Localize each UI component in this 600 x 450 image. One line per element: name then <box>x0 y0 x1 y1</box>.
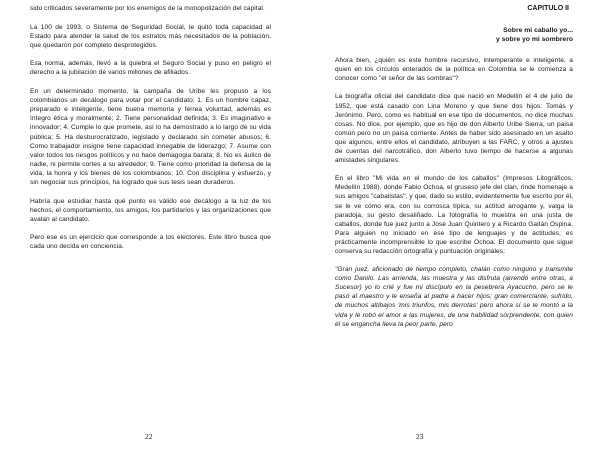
chapter-subtitle-line-1: Sobre mi caballo yo... <box>503 27 573 34</box>
left-paragraph-5: Habría que estudiar hasta qué punto es válido ese decálogo a la luz de los hechos, el comportamiento, los amigos, los partidarios y las organizaciones que avalan al candidato. <box>30 197 271 223</box>
left-paragraph-2: La 100 de 1993, o Sistema de Seguridad Social, le quitó toda capacidad al Estado para atender la salud de los estratos más necesitados de la población, que quedaron por completo desprotegidos. <box>30 23 271 49</box>
right-paragraph-2: La biografía oficial del candidato dice que nació en Medellín el 4 de julio de 1952, que está casado con Lina Moreno y que tiene dos hijos: Tomás y Jerónimo. Pero, como es habitual en ese tipo de documentos, no dice muchas cosas. No dice, por ejemplo, que es hijo de don Alberto Uribe Sierra, un paisa común pero no un paisa corriente. Antes de haber sido asesinado en un asalto que algunos, entre ellos el candidato, atribuyen a las FARC, y otros a ajustes de cuentas del narcotráfico, don Alberto tuvo tiempo de hacerse a algunas amistades singulares. <box>335 93 573 165</box>
page-number-left: 22 <box>145 432 153 441</box>
left-paragraph-3: Esa norma, además, llevó a la quiebra el Seguro Social y puso en peligro el derecho a la jubilación de varios millones de afiliados. <box>30 60 271 77</box>
quoted-passage: "Gran juez, aficionado de tiempo completo, chalán como ninguno y transmite como Danilo. Las arrienda, las muestra y las disfruta (arrendó entre otras, a Sucesor) yo lo crié y fue mi discípulo en la pesebrera Ayacucho, pero se le pasó al maestro y le enseña al padre a hacer hijos; gran comerciante, sufrido, de muchos altibajos 'mis triunfos, mis derrotas' pero ahora sí se le montó a la vida y le robó el amor a las mujeres, de una habilidad sorprendente, con quien él se engancha lleva la peor parte, pero <box>335 266 573 328</box>
left-paragraph-6: Pero ese es un ejercicio que corresponde a los electores. Este libro busca que cada uno decida en conciencia. <box>30 234 271 251</box>
right-page <box>300 0 600 450</box>
chapter-heading: CAPITULO II <box>527 5 569 12</box>
right-paragraph-1: Ahora bien, ¿quién es este hombre recursivo, intemperante e inteligente, a quien en los círculos enterados de la política en Colombia se le comienza a conocer como "el señor de las sombras"? <box>335 57 573 83</box>
chapter-subtitle-line-2: y sobre yo mi sombrero <box>495 35 573 43</box>
right-paragraph-3: En el libro "Mi vida en el mundo de los caballos" (Impresos Litográficos, Medellín 1988), donde Fabio Ochoa, el gruseso jefe del clan, rinde homenaje a sus amigos "cabalistas", y que, dado su estilo, evidentemente fue escrito por él, se le ve cómo era, con su corrosca típica, su actitud arrogante y, valga la paradoja, su gesto desaliñado. La fotografía lo muestra en una justa de caballos, donde fue juez junto a José Juan Quintero y a Ricardo Gaitán Ospina. Para alguien no iniciado en ese tipo de lenguajes y de actitudes, es prácticamente incomprensible lo que escribe Ochoa. El documento que sigue conserva su redacción ortografía y puntuación originales: <box>335 175 573 255</box>
left-paragraph-4: En un determinado momento, la campaña de Uribe les propuso a los colombianos un decálogo para votar por el candidato: 1. Es un hombre capaz, preparado e inteligente, tiene buena memoria y férrea voluntad, además es íntegro ética y moralmente; 2. Tiene personalidad definida; 3. Es imaginativo e innovador; 4. Cumple lo que promete, así lo ha demostrado a lo largo de su vida pública; 5. Ha desburocratizado, legislado y declarado sin cometer abusos; 6. Como trabajador insigne tiene capacidad innegable de liderazgo; 7. Asume con valor todos los riesgos políticos y no hace demagogia barata; 8. No es áulico de nadie, ni permite cortes a su alrededor; 9. Tiene como prioridad la defensa de la vida, la honra y los bienes de los colombianos; 10. Con disciplina y esfuerzo, y sin negociar sus principios, ha logrado que sus tesis sean duraderos. <box>30 88 271 186</box>
left-paragraph-1: sido criticados severamente por los enemigos de la monopolización del capital. <box>30 5 265 12</box>
chapter-subtitle <box>335 27 573 44</box>
page-number-right: 23 <box>416 432 424 441</box>
